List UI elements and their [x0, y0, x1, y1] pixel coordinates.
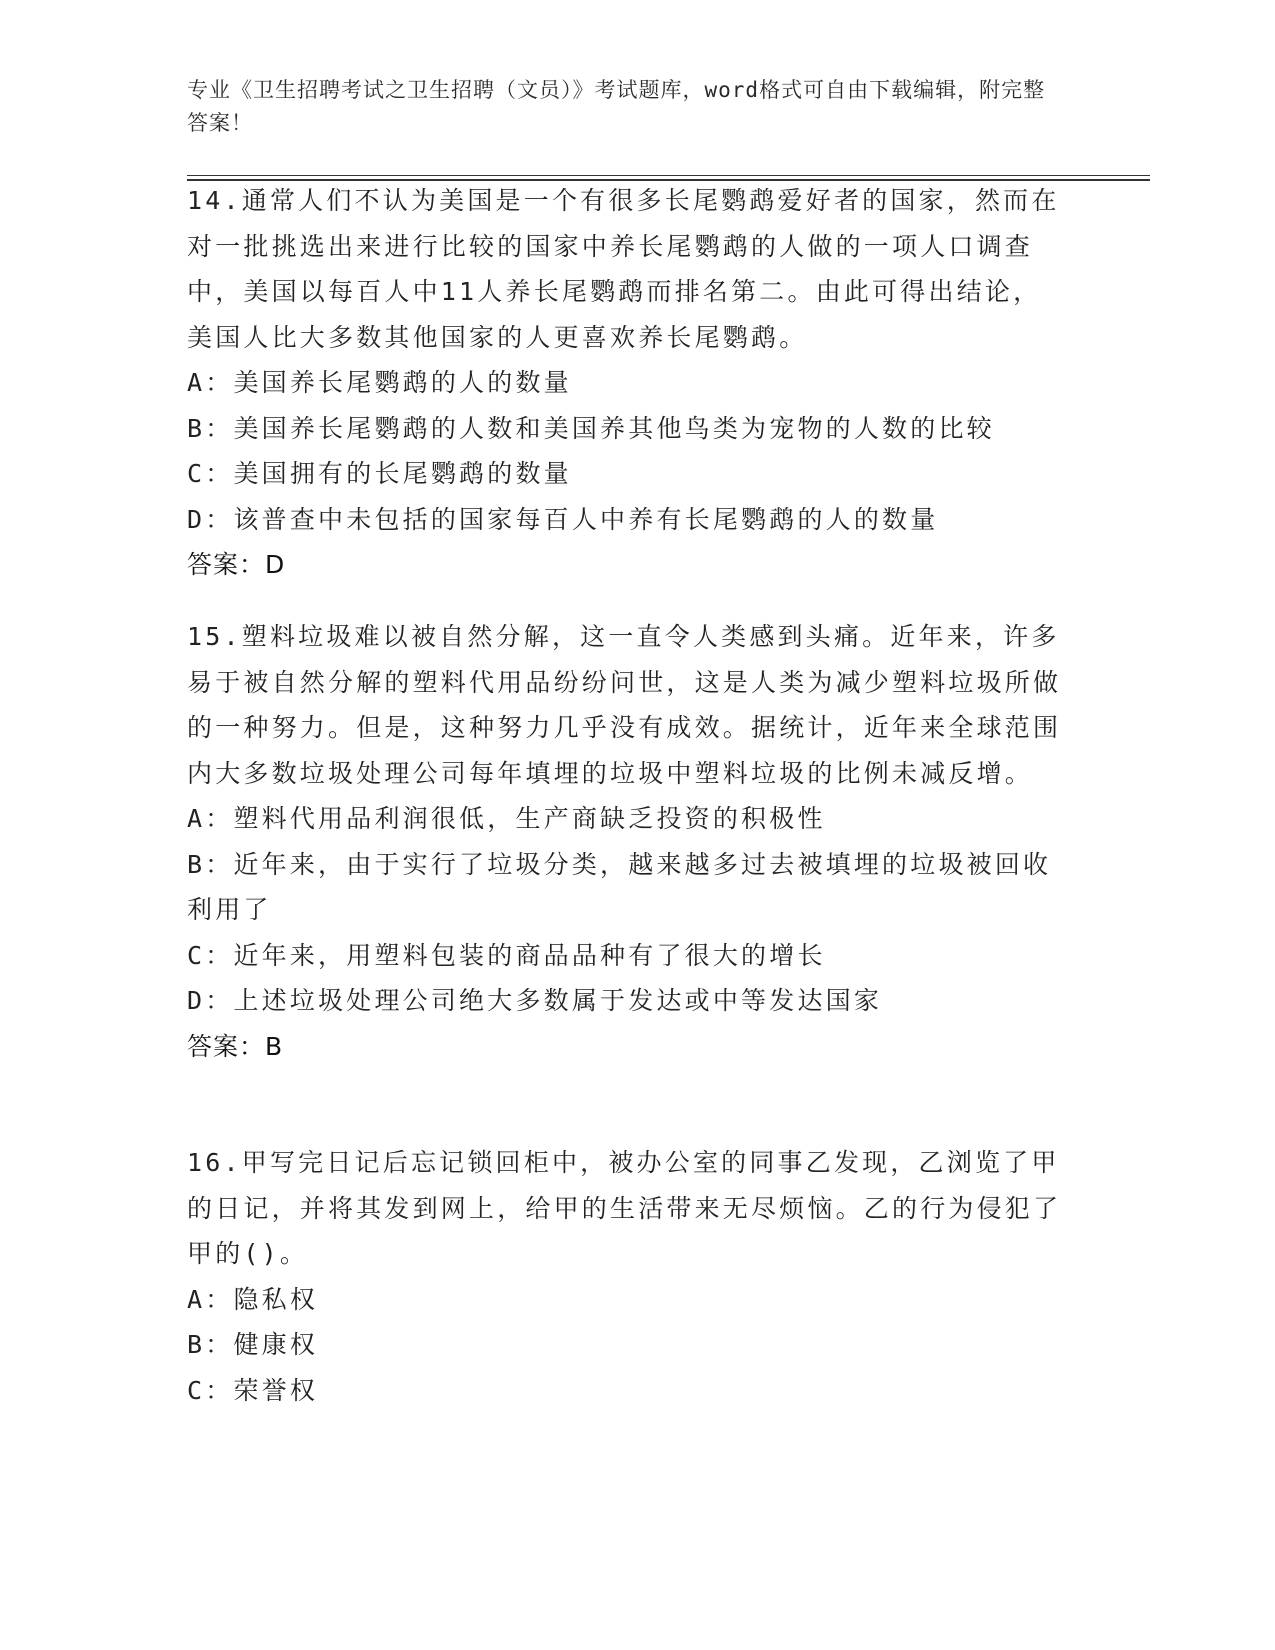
- question-16: [187, 1140, 1067, 1413]
- question-stem: 16.甲写完日记后忘记锁回柜中，被办公室的同事乙发现，乙浏览了甲的日记，并将其发到网上，给甲的生活带来无尽烦恼。乙的行为侵犯了甲的()。: [187, 1148, 1062, 1268]
- option-b: B：近年来，由于实行了垃圾分类，越来越多过去被填埋的垃圾被回收利用了: [187, 849, 1052, 924]
- option-d: D：上述垃圾处理公司绝大多数属于发达或中等发达国家: [187, 986, 883, 1015]
- option-b: B：美国养长尾鹦鹉的人数和美国养其他鸟类为宠物的人数的比较: [187, 413, 995, 443]
- question-stem: 14.通常人们不认为美国是一个有很多长尾鹦鹉爱好者的国家，然而在对一批挑选出来进行比较的国家中养长尾鹦鹉的人做的一项人口调查中，美国以每百人中11人养长尾鹦鹉而排名第二。由此可得出结论，美国人比大多数其他国家的人更喜欢养长尾鹦鹉。: [187, 186, 1060, 352]
- option-c: C：近年来，用塑料包装的商品品种有了很大的增长: [187, 940, 826, 970]
- answer-label: 答案：B: [187, 1031, 284, 1061]
- option-c: C：美国拥有的长尾鹦鹉的数量: [187, 459, 572, 488]
- header-divider-thin: [187, 175, 1150, 176]
- option-d: D：该普查中未包括的国家每百人中养有长尾鹦鹉的人的数量: [187, 504, 939, 534]
- question-stem: 15.塑料垃圾难以被自然分解，这一直令人类感到头痛。近年来，许多易于被自然分解的塑料代用品纷纷问世，这是人类为减少塑料垃圾所做的一种努力。但是，这种努力几乎没有成效。据统计，近年来全球范围内大多数垃圾处理公司每年填埋的垃圾中塑料垃圾的比例未减反增。: [187, 622, 1062, 788]
- question-15: [187, 614, 1067, 1069]
- answer-label: 答案：D: [187, 550, 286, 579]
- option-a: A：美国养长尾鹦鹉的人的数量: [187, 368, 572, 397]
- question-14: [187, 178, 1067, 588]
- option-a: A：塑料代用品利润很低，生产商缺乏投资的积极性: [187, 804, 826, 833]
- document-header: 专业《卫生招聘考试之卫生招聘（文员）》考试题库，word格式可自由下载编辑，附完整答案！: [187, 78, 1046, 135]
- option-a: A：隐私权: [187, 1284, 319, 1314]
- option-b: B：健康权: [187, 1330, 319, 1359]
- option-c: C：荣誉权: [187, 1375, 319, 1405]
